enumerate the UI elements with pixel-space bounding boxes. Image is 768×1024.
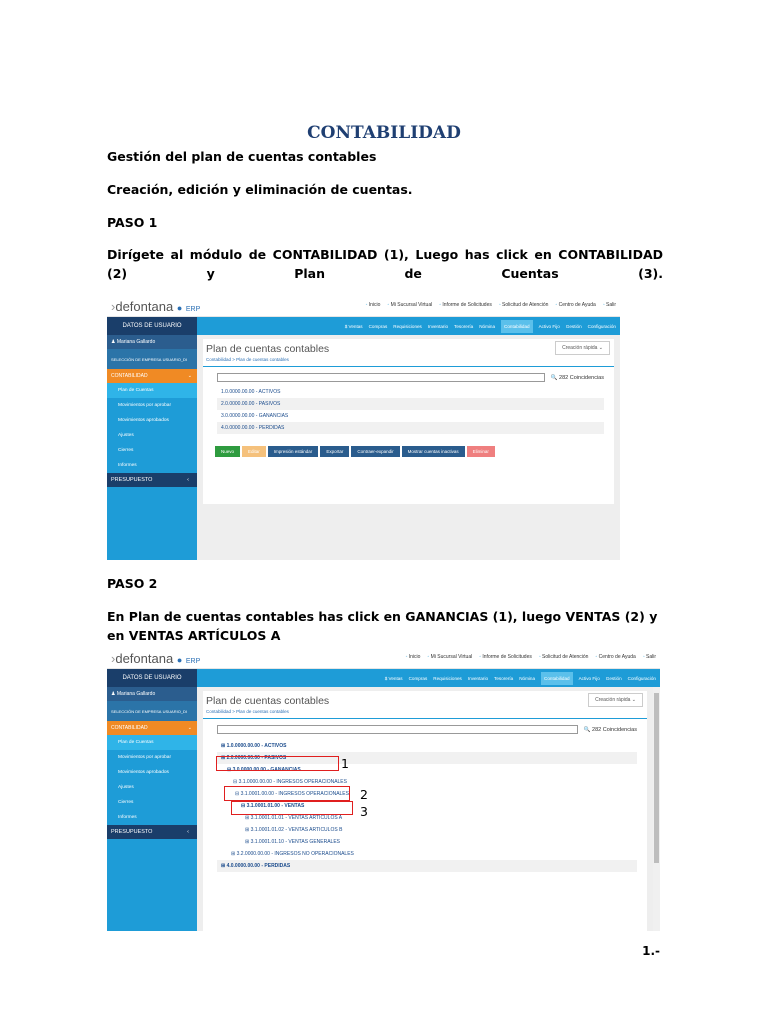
- nav-nomina[interactable]: Nómina: [519, 675, 536, 681]
- quick-create-button[interactable]: Creación rápida ⌄: [555, 341, 610, 355]
- sidebar-item-plan-de-cuentas[interactable]: Plan de Cuentas: [107, 383, 197, 398]
- erp-top-links: [406, 654, 656, 660]
- new-button[interactable]: Nuevo: [215, 446, 240, 457]
- erp-sidebar: [107, 669, 197, 931]
- account-row-ganancias[interactable]: ⊟ 3.0.0000.00.00 - GANANCIAS: [227, 767, 301, 773]
- top-link-solicitud[interactable]: ◦ Solicitud de Atención: [499, 302, 549, 308]
- page-number: 1.-: [642, 944, 660, 958]
- sidebar-item-movimientos-aprobados[interactable]: Movimientos aprobados: [118, 770, 169, 775]
- step-2-heading: PASO 2: [107, 576, 158, 591]
- chevron-left-icon: ‹: [187, 829, 189, 835]
- nav-ventas[interactable]: $ Ventas: [384, 675, 403, 681]
- sidebar-module-contabilidad[interactable]: CONTABILIDAD ⌄: [107, 369, 197, 383]
- nav-inventario[interactable]: Inventario: [467, 675, 489, 681]
- print-button[interactable]: Impresión estándar: [268, 446, 319, 457]
- nav-inventario[interactable]: Inventario: [427, 323, 449, 329]
- sidebar-item-movimientos-aprobados[interactable]: Movimientos aprobados: [118, 418, 169, 423]
- erp-main: [197, 335, 620, 560]
- search-input[interactable]: [217, 373, 545, 382]
- sidebar-user[interactable]: ♟ Mariana Gallardo: [107, 335, 197, 349]
- account-row-perdidas[interactable]: 4.0.0000.00.00 - PERDIDAS: [217, 422, 604, 434]
- sidebar-header: DATOS DE USUARIO: [107, 317, 197, 335]
- nav-configuracion[interactable]: Configuración: [627, 675, 656, 681]
- erp-navbar: [197, 669, 660, 687]
- nav-compras[interactable]: Compras: [408, 675, 428, 681]
- nav-compras[interactable]: Compras: [368, 323, 388, 329]
- sidebar-item-ajustes[interactable]: Ajustes: [118, 785, 134, 790]
- account-row-activos[interactable]: 1.0.0000.00.00 - ACTIVOS: [221, 389, 281, 395]
- top-link-sucursal[interactable]: ◦ Mi Sucursal Virtual: [427, 654, 472, 660]
- nav-ventas[interactable]: $ Ventas: [344, 323, 363, 329]
- breadcrumb[interactable]: Contabilidad > Plan de cuentas contables: [206, 709, 289, 714]
- page-title: Plan de cuentas contables: [206, 695, 330, 707]
- top-link-sucursal[interactable]: ◦ Mi Sucursal Virtual: [387, 302, 432, 308]
- account-row-ingresos-no-operacionales[interactable]: ⊞ 3.2.0000.00.00 - INGRESOS NO OPERACIONALES: [231, 851, 354, 857]
- document-title: CONTABILIDAD: [307, 123, 461, 143]
- delete-button[interactable]: Eliminar: [467, 446, 495, 457]
- account-row-perdidas[interactable]: ⊞ 4.0.0000.00.00 - PERDIDAS: [217, 860, 637, 872]
- step-1-heading: PASO 1: [107, 215, 158, 230]
- annotation-box-3: [231, 801, 353, 815]
- top-link-informe[interactable]: ◦ Informe de Solicitudes: [479, 654, 532, 660]
- annotation-box-1: [216, 756, 339, 771]
- top-link-ayuda[interactable]: ◦ Centro de Ayuda: [595, 654, 635, 660]
- erp-topbar: [107, 648, 660, 669]
- nav-nomina[interactable]: Nómina: [479, 323, 496, 329]
- sidebar-item-movimientos-por-aprobar[interactable]: Movimientos por aprobar: [118, 403, 172, 408]
- nav-configuracion[interactable]: Configuración: [587, 323, 616, 329]
- account-row-ventas[interactable]: ⊟ 3.1.0001.01.00 - VENTAS: [241, 803, 305, 809]
- page-title: Plan de cuentas contables: [206, 343, 330, 355]
- nav-tesoreria[interactable]: Tesorería: [454, 323, 474, 329]
- nav-requisiciones[interactable]: Requisiciones: [393, 323, 422, 329]
- top-link-solicitud[interactable]: ◦ Solicitud de Atención: [539, 654, 589, 660]
- sidebar-item-plan-de-cuentas[interactable]: Plan de Cuentas: [107, 735, 197, 750]
- nav-activo-fijo[interactable]: Activo Fijo: [538, 323, 560, 329]
- divider: [203, 718, 647, 719]
- annotation-number-1: 1: [341, 756, 349, 771]
- erp-topbar: [107, 296, 620, 317]
- user-icon: ♟: [111, 339, 117, 345]
- action-buttons: [215, 446, 614, 457]
- search-row: [217, 373, 604, 382]
- sidebar-company[interactable]: SELECCIÓN DE EMPRESA USUARIO_DI: [107, 701, 197, 721]
- account-row-ingresos-operacionales[interactable]: ⊟ 3.1.0000.00.00 - INGRESOS OPERACIONALES: [233, 779, 347, 785]
- breadcrumb[interactable]: Contabilidad > Plan de cuentas contables: [206, 357, 289, 362]
- step-1-text: Dirígete al módulo de CONTABILIDAD (1), Luego has click en CONTABILIDAD (2) y Plan de Cuentas (3).: [107, 247, 663, 281]
- nav-activo-fijo[interactable]: Activo Fijo: [578, 675, 600, 681]
- export-button[interactable]: Exportar: [320, 446, 349, 457]
- nav-contabilidad[interactable]: Contabilidad: [541, 672, 573, 685]
- account-row-ganancias[interactable]: 3.0.0000.00.00 - GANANCIAS: [221, 413, 289, 419]
- divider: [203, 366, 614, 367]
- account-row-ventas-articulos-b[interactable]: ⊞ 3.1.0001.01.02 - VENTAS ARTICULOS B: [245, 827, 343, 833]
- top-link-ayuda[interactable]: ◦ Centro de Ayuda: [555, 302, 595, 308]
- chevron-down-icon: ⌄: [187, 373, 192, 379]
- collapse-expand-button[interactable]: Contraer-expandir: [351, 446, 399, 457]
- show-inactive-button[interactable]: Mostrar cuentas inactivas: [402, 446, 465, 457]
- sidebar-company[interactable]: SELECCIÓN DE EMPRESA USUARIO_DI: [107, 349, 197, 369]
- annotation-box-2: [224, 786, 350, 801]
- nav-tesoreria[interactable]: Tesorería: [494, 675, 514, 681]
- account-row-activos[interactable]: ⊞ 1.0.0000.00.00 - ACTIVOS: [221, 743, 287, 749]
- search-icon[interactable]: 🔍 282 Coincidencias: [550, 374, 604, 381]
- plan-panel: [203, 339, 614, 504]
- sidebar-module-contabilidad[interactable]: CONTABILIDAD ⌄: [107, 721, 197, 735]
- erp-navbar: [197, 317, 620, 335]
- step-2-text: En Plan de cuentas contables has click en GANANCIAS (1), luego VENTAS (2) y en VENTAS ARTÍCULOS A: [107, 609, 658, 643]
- search-row: [217, 725, 637, 734]
- scrollbar-thumb[interactable]: [654, 693, 659, 863]
- sidebar-item-informes[interactable]: Informes: [118, 463, 137, 468]
- account-row-pasivos[interactable]: ⊞ 2.0.0000.00.00 - PASIVOS: [217, 752, 637, 764]
- account-row-ventas-generales[interactable]: ⊞ 3.1.0001.01.10 - VENTAS GENERALES: [245, 839, 340, 845]
- annotation-number-3: 3: [360, 804, 368, 819]
- document-subtitle: Gestión del plan de cuentas contables: [107, 149, 377, 164]
- annotation-number-2: 2: [360, 787, 368, 802]
- top-link-inicio[interactable]: ◦ Inicio: [366, 302, 381, 308]
- erp-screenshot-2: [107, 648, 660, 931]
- sidebar-module-presupuesto[interactable]: PRESUPUESTO ‹: [107, 825, 197, 839]
- sidebar-item-ajustes[interactable]: Ajustes: [118, 433, 134, 438]
- erp-sidebar: [107, 317, 197, 560]
- nav-gestion[interactable]: Gestión: [565, 323, 582, 329]
- search-input[interactable]: [217, 725, 578, 734]
- sidebar-header: DATOS DE USUARIO: [107, 669, 197, 687]
- account-row-ingresos-operacionales-sub[interactable]: ⊟ 3.1.0001.00.00 - INGRESOS OPERACIONALES: [235, 791, 349, 797]
- chevron-down-icon: ⌄: [187, 725, 192, 731]
- sidebar-item-movimientos-por-aprobar[interactable]: Movimientos por aprobar: [118, 755, 172, 760]
- sidebar-user[interactable]: ♟ Mariana Gallardo: [107, 687, 197, 701]
- edit-button[interactable]: Editar: [242, 446, 266, 457]
- user-icon: ♟: [111, 691, 117, 697]
- search-icon[interactable]: 🔍 282 Coincidencias: [583, 726, 637, 733]
- sidebar-item-informes[interactable]: Informes: [118, 815, 137, 820]
- erp-logo: ›defontana ● ERP: [111, 299, 201, 314]
- top-link-salir[interactable]: ◦ Salir: [603, 302, 616, 308]
- document-description: Creación, edición y eliminación de cuentas.: [107, 182, 413, 197]
- nav-gestion[interactable]: Gestión: [605, 675, 622, 681]
- top-link-salir[interactable]: ◦ Salir: [643, 654, 656, 660]
- nav-requisiciones[interactable]: Requisiciones: [433, 675, 462, 681]
- erp-top-links: [366, 302, 616, 308]
- top-link-informe[interactable]: ◦ Informe de Solicitudes: [439, 302, 492, 308]
- nav-contabilidad[interactable]: Contabilidad: [501, 320, 533, 333]
- account-row-ventas-articulos-a[interactable]: ⊞ 3.1.0001.01.01 - VENTAS ARTICULOS A: [245, 815, 343, 821]
- sidebar-item-cierres[interactable]: Cierres: [118, 448, 134, 453]
- chevron-left-icon: ‹: [187, 477, 189, 483]
- erp-logo: ›defontana ● ERP: [111, 651, 201, 666]
- erp-screenshot-1: [107, 296, 620, 560]
- scrollbar[interactable]: [653, 687, 660, 931]
- sidebar-module-presupuesto[interactable]: PRESUPUESTO ‹: [107, 473, 197, 487]
- sidebar-item-cierres[interactable]: Cierres: [118, 800, 134, 805]
- account-row-pasivos[interactable]: 2.0.0000.00.00 - PASIVOS: [217, 398, 604, 410]
- quick-create-button[interactable]: Creación rápida ⌄: [588, 693, 643, 707]
- top-link-inicio[interactable]: ◦ Inicio: [406, 654, 421, 660]
